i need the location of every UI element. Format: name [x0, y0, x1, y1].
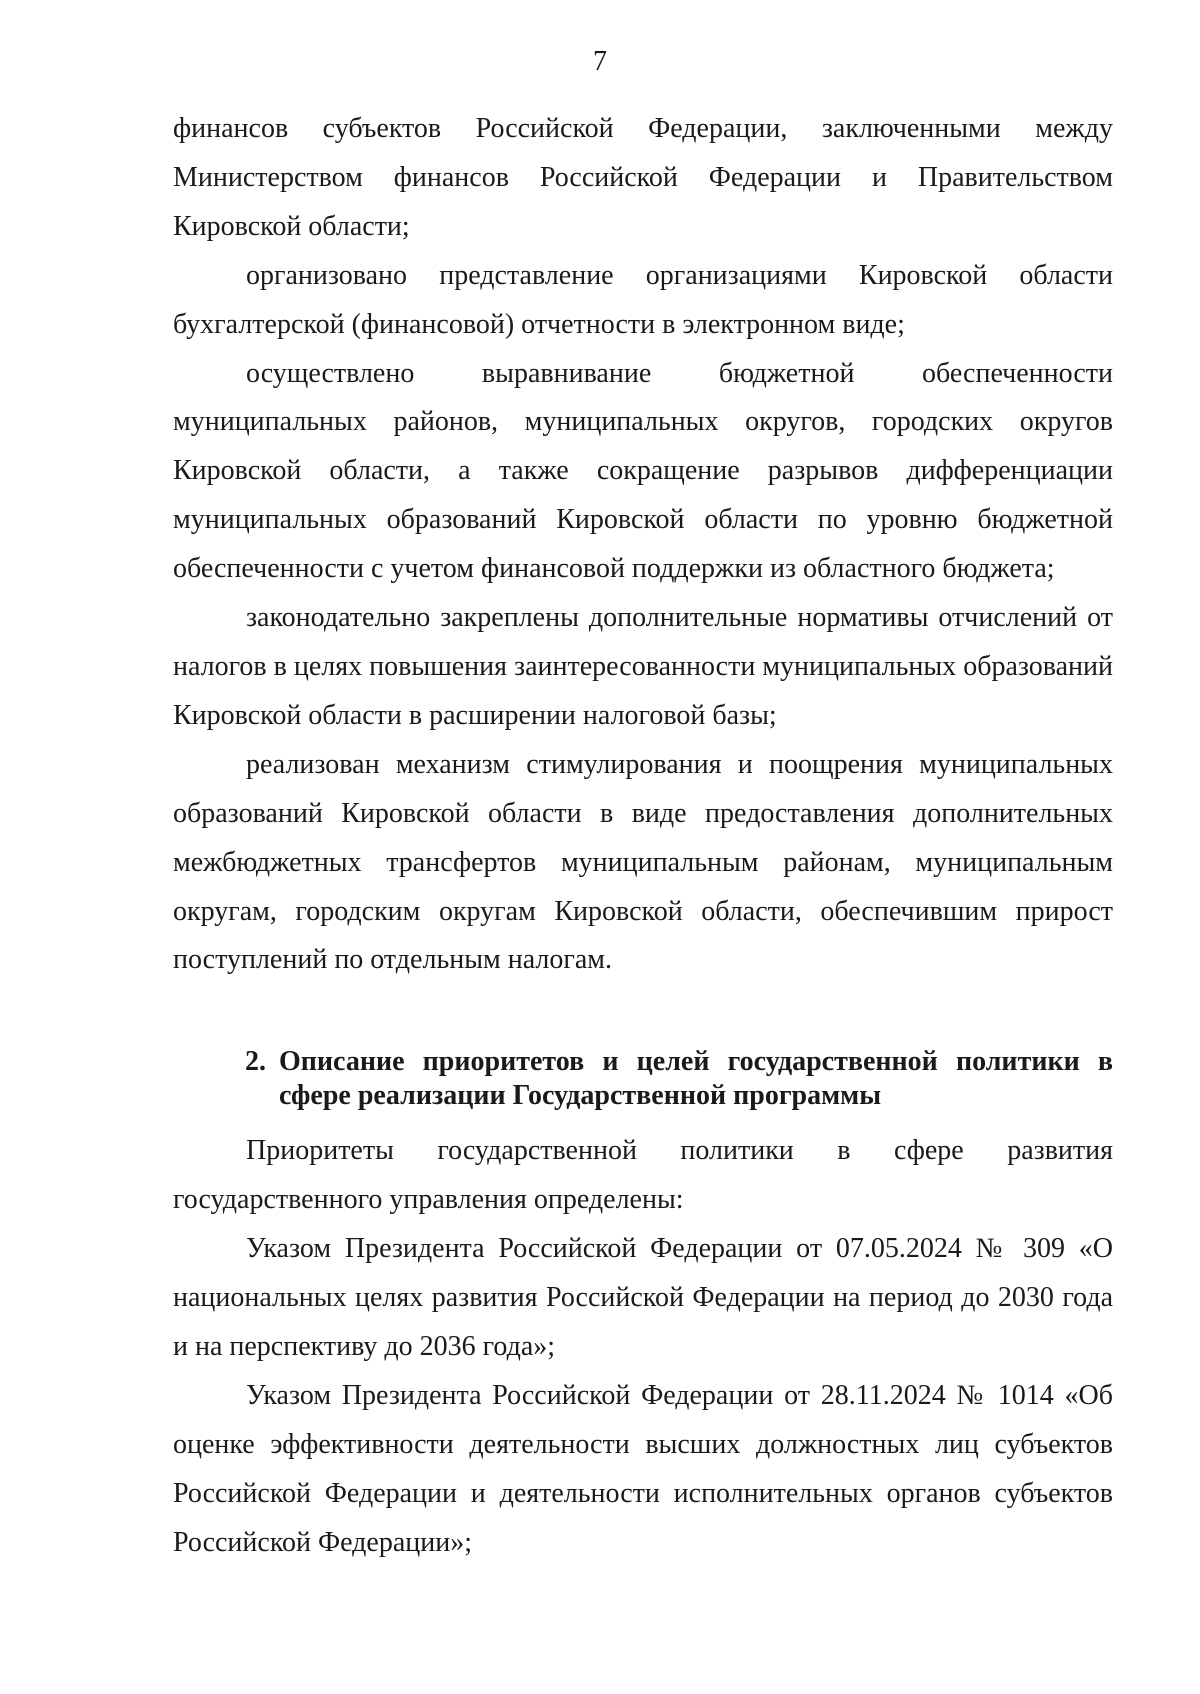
paragraph: законодательно закреплены дополнительные нормативы отчислений от налогов в целях повышения заинтересованности муниципальных образований Кировской области в расширении налоговой базы;	[173, 602, 1113, 731]
page-number: 7	[593, 46, 607, 77]
paragraph: Приоритеты государственной политики в сфере развития государственного управления определены:	[173, 1135, 1113, 1216]
section-title: Описание приоритетов и целей государственной политики в сфере реализации Государственной программы	[279, 1046, 1113, 1112]
paragraph: организовано представление организациями Кировской области бухгалтерской (финансовой) отчетности в электронном виде;	[173, 259, 1113, 340]
paragraph: Указом Президента Российской Федерации от 28.11.2024 № 1014 «Об оценке эффективности деятельности высших должностных лиц субъектов Российской Федерации и деятельности исполнительных органов субъектов Российской Федерации»;	[173, 1379, 1113, 1558]
paragraph: Указом Президента Российской Федерации от 07.05.2024 № 309 «О национальных целях развития Российской Федерации на период до 2030 года и на перспективу до 2036 года»;	[173, 1233, 1113, 1362]
paragraph: финансов субъектов Российской Федерации, заключенными между Министерством финансов Российской Федерации и Правительством Кировской области;	[173, 113, 1113, 242]
section-heading	[173, 1045, 1113, 1113]
paragraph: реализован механизм стимулирования и поощрения муниципальных образований Кировской области в виде предоставления дополнительных межбюджетных трансфертов муниципальным районам, муниципальным округам, городским округам Кировской области, обеспечившим прирост поступлений по отдельным налогам.	[173, 748, 1113, 976]
document-body	[173, 105, 1113, 1567]
section-number: 2.	[245, 1046, 266, 1078]
paragraph: осуществлено выравнивание бюджетной обеспеченности муниципальных районов, муниципальных округов, городских округов Кировской области, а также сокращение разрывов дифференциации муниципальных образований Кировской области по уровню бюджетной обеспеченности с учетом финансовой поддержки из областного бюджета;	[173, 357, 1113, 585]
